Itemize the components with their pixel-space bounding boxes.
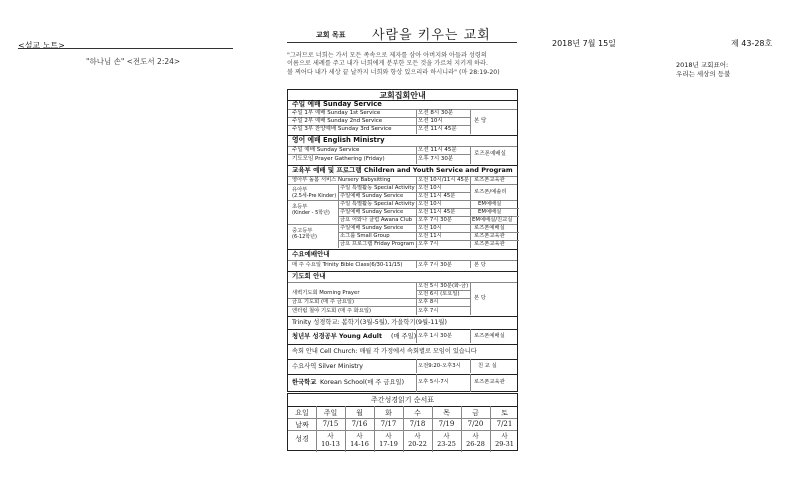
- service-place: 로즈폰교육관: [474, 177, 505, 183]
- chapter-cell: 29-31: [495, 440, 514, 448]
- service-place: EM예배실: [478, 201, 502, 207]
- church-slogan: [676, 61, 730, 79]
- service-time: 오전 11시 45분: [418, 193, 456, 199]
- book-cell: 사: [385, 432, 392, 440]
- book-cell: 사: [327, 432, 334, 440]
- service-name: 주일 3부 찬양예배 Sunday 3rd Service: [292, 126, 392, 132]
- date-cell: 7/21: [496, 420, 513, 428]
- service-time: 오후 5시-7시: [418, 379, 449, 385]
- service-place: 로즈폰교육관: [474, 233, 505, 239]
- day-cell: 목: [443, 409, 450, 417]
- verse-line: 이름으로 세례를 주고 내가 너희에게 분부한 모든 것을 가르쳐 지키게 하라.: [287, 60, 488, 68]
- day-cell: 주일: [323, 409, 338, 417]
- day-cell: 월: [356, 409, 363, 417]
- slogan-line: 우리는 세상의 등불: [676, 69, 731, 78]
- group-age: (2.5세-Pre Kinder): [292, 193, 337, 199]
- service-name: 기도모임 Prayer Gathering (Friday): [292, 156, 385, 162]
- service-place: 로즈폰교육관: [474, 379, 505, 385]
- service-name: 주일예배 Sunday Service: [340, 209, 404, 215]
- service-name: 매 주 수요일 Trinity Bible Class(6/30-11/15): [292, 262, 403, 268]
- service-time: 오전 11시 45분: [418, 209, 456, 215]
- service-name: 금요 어와나 클럽 Awana Club: [340, 217, 413, 223]
- verse-line: "그러므로 너희는 가서 모든 족속으로 제자를 삼아 아버지와 아들과 성령의: [287, 52, 487, 59]
- service-place: EM예배실/친교실: [472, 217, 513, 223]
- book-cell: 사: [356, 432, 363, 440]
- service-time: 오후 7시 30분: [418, 262, 452, 268]
- date-cell: 7/16: [351, 420, 368, 428]
- service-time: 오전 5시 30분(화-금): [418, 283, 469, 289]
- chapter-cell: 10-13: [321, 440, 340, 448]
- korean-school-sub: Korean School(매 주 금요일): [320, 379, 405, 386]
- service-time: 오후 1시 30분: [418, 333, 452, 339]
- service-place: 본 당: [474, 295, 486, 301]
- day-cell: 토: [501, 409, 508, 417]
- service-time: 오전9:20-오후3시: [418, 363, 461, 369]
- day-cell: 금: [472, 409, 479, 417]
- book-cell: 사: [443, 432, 450, 440]
- section-header-education: 교육부 예배 및 프로그램 Children and Youth Service and Program: [292, 166, 513, 174]
- service-info-table: [287, 89, 518, 392]
- service-name: 새벽기도회 Morning Prayer: [292, 290, 360, 296]
- service-time: 오전 11시: [418, 233, 442, 239]
- service-time: 오전 10시/11시 45분: [418, 177, 469, 183]
- service-name: 주일 특별활동 Special Activity: [340, 201, 415, 207]
- service-place: 로즈폰예배실: [474, 333, 505, 339]
- sermon-title: "하나님 손" <전도서 2:24>: [86, 57, 181, 66]
- service-name: 주일 예배 Sunday Service: [292, 147, 360, 153]
- book-cell: 사: [472, 432, 479, 440]
- row-label-scripture: 성경: [295, 435, 309, 443]
- church-goal-label: 교회 목표: [316, 31, 346, 39]
- service-time: 오후 8시: [418, 299, 439, 305]
- service-time: 오전 11시 45분: [418, 147, 457, 153]
- korean-school-label: 한국학교: [292, 379, 317, 386]
- service-name: 주일 특별활동 Special Activity: [340, 185, 415, 191]
- young-adult-day: (매 주일): [391, 333, 417, 340]
- service-name: 엔터럼 철야 기도회 (매 주 화요일): [292, 308, 372, 314]
- chapter-cell: 23-25: [437, 440, 456, 448]
- chapter-cell: 20-22: [408, 440, 427, 448]
- chapter-cell: 14-16: [350, 440, 369, 448]
- service-name: 금요 프로그램 Friday Program: [340, 241, 415, 247]
- slogan-line: 2018년 교회표어:: [676, 61, 729, 69]
- service-name: 주일예배 Sunday Service: [340, 193, 404, 199]
- cell-church-info: 속회 안내 Cell Church: 매월 각 가정에서 속회별로 모임이 있습니다: [292, 348, 477, 355]
- date-cell: 7/17: [380, 420, 397, 428]
- day-cell: 수: [414, 409, 421, 417]
- service-place: 본 당: [474, 118, 487, 124]
- service-name: 금요 기도회 (매 주 금요일): [292, 299, 355, 305]
- service-name: 주일 1부 예배 Sunday 1st Service: [292, 110, 381, 116]
- header-divider: [287, 42, 517, 43]
- service-time: 오후 7시 30분: [418, 156, 454, 162]
- row-label-date: 날짜: [295, 421, 309, 429]
- bulletin-date: 2018년 7월 15일: [552, 39, 616, 48]
- group-name: 중고등부: [292, 228, 313, 234]
- service-name: 영아부 돌봄 서비스 Nursery Babysitting: [292, 177, 391, 183]
- date-cell: 7/19: [438, 420, 455, 428]
- service-time: 오전 10시: [418, 201, 442, 207]
- service-name: 주일예배 Sunday Service: [340, 225, 404, 231]
- sermon-divider: [18, 48, 233, 49]
- book-cell: 사: [501, 432, 508, 440]
- service-time: 오후 7시 30분: [418, 217, 452, 223]
- verse-line: 볼 찌어다 내가 세상 끝 날까지 너희와 항상 있으리라 하시니라" (마 28:19-20): [287, 68, 500, 76]
- service-time: 오전 10시: [418, 185, 442, 191]
- young-adult-label: 청년부 성경공부 Young Adult: [292, 333, 382, 340]
- service-place: 로즈폰/예솔리: [474, 189, 507, 195]
- row-label-day: 요일: [295, 409, 309, 417]
- section-header-sunday: 주일 예배 Sunday Service: [292, 100, 382, 108]
- service-time: 오전 10시: [418, 118, 443, 124]
- service-name: 주일 2부 예배 Sunday 2nd Service: [292, 118, 383, 124]
- group-age: (Kinder - 5학년): [292, 210, 330, 216]
- bible-verse: [287, 52, 519, 77]
- weekly-bible-reading-table: [287, 393, 518, 451]
- service-time: 오전 10시: [418, 225, 442, 231]
- sermon-notes-header: <설교 노트>: [18, 41, 65, 50]
- service-time: 오전 8시 30분: [418, 110, 454, 116]
- service-time: 오전 6시 (토요일): [418, 291, 460, 297]
- group-name: 유아부: [292, 187, 308, 193]
- service-place: EM예배실: [478, 209, 502, 215]
- table-title: 교회집회안내: [379, 91, 426, 100]
- issue-number: 제 43-28호: [731, 39, 773, 48]
- reading-title: 주간성경읽기 순서표: [370, 396, 435, 404]
- group-name: 초등부: [292, 204, 308, 210]
- service-time: 오후 7시: [418, 308, 439, 314]
- date-cell: 7/15: [322, 420, 339, 428]
- trinity-school: Trinity 성경학교: 봄학기(3월-5월), 가을학기(9월-11월): [292, 319, 447, 326]
- book-cell: 사: [414, 432, 421, 440]
- service-time: 오후 7시: [418, 241, 439, 247]
- church-goal-title: 사람을 키우는 교회: [372, 28, 491, 43]
- silver-ministry-label: 수요사역 Silver Ministry: [292, 363, 364, 370]
- group-age: (6-12학년): [292, 234, 317, 240]
- service-time: 오전 11시 45분: [418, 126, 457, 132]
- section-header-wednesday: 수요예배안내: [292, 250, 330, 258]
- section-header-prayer: 기도회 안내: [292, 272, 326, 280]
- service-place: 로즈폰예배실: [474, 151, 506, 157]
- chapter-cell: 26-28: [466, 440, 485, 448]
- date-cell: 7/18: [409, 420, 426, 428]
- section-header-english: 영어 예배 English Ministry: [292, 136, 385, 144]
- service-place: 로즈폰교육관: [474, 241, 505, 247]
- chapter-cell: 17-19: [379, 440, 398, 448]
- date-cell: 7/20: [467, 420, 484, 428]
- day-cell: 화: [385, 409, 392, 417]
- service-place: 본 당: [474, 262, 486, 268]
- service-place: 로즈폰예배실: [474, 225, 505, 231]
- service-name: 소그룹 Small Group: [340, 233, 390, 239]
- service-place: 친 교 실: [478, 363, 497, 369]
